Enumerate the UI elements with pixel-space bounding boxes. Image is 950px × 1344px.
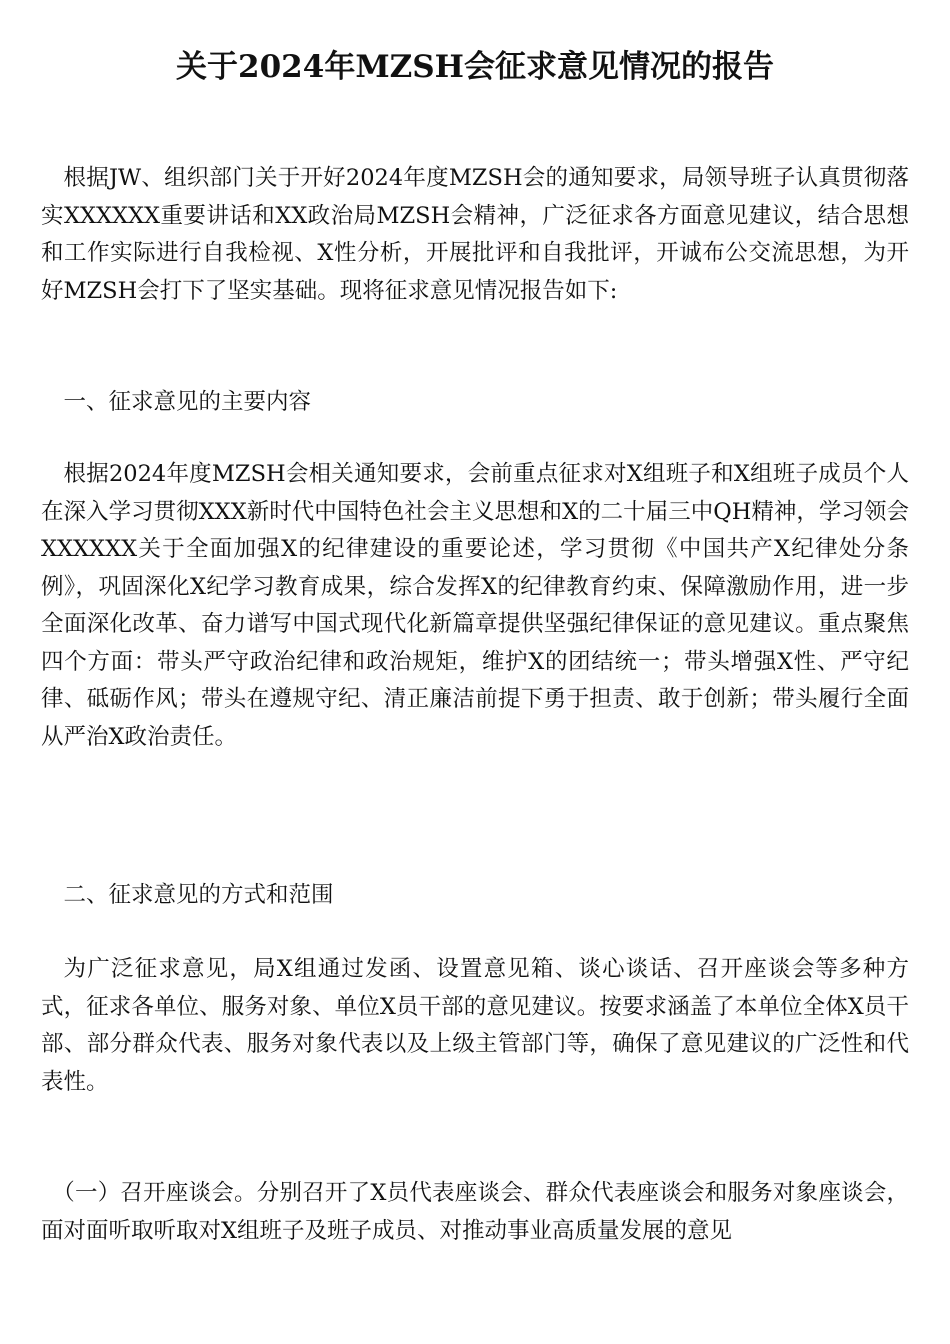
- section-2-heading: 二、征求意见的方式和范围: [63, 882, 334, 908]
- intro-paragraph: 根据JW、组织部门关于开好2024年度MZSH会的通知要求，局领导班子认真贯彻落实XXXXXX重要讲话和XX政治局MZSH会精神，广泛征求各方面意见建议，结合思想和工作实际进行自我检视、X性分析，开展批评和自我批评，开诚布公交流思想，为开好MZSH会打下了坚实基础。现将征求意见情况报告如下:: [41, 165, 909, 304]
- section-1-heading: 一、征求意见的主要内容: [63, 389, 312, 415]
- document-title: 关于2024年MZSH会征求意见情况的报告: [176, 49, 774, 85]
- section-1-paragraph: 根据2024年度MZSH会相关通知要求，会前重点征求对X组班子和X组班子成员个人在深入学习贯彻XXX新时代中国特色社会主义思想和X的二十届三中QH精神，学习领会XXXXXX关于全面加强X的纪律建设的重要论述，学习贯彻《中国共产X纪律处分条例》，巩固深化X纪学习教育成果，综合发挥X的纪律教育约束、保障激励作用，进一步全面深化改革、奋力谱写中国式现代化新篇章提供坚强纪律保证的意见建议。重点聚焦四个方面：带头严守政治纪律和政治规矩，维护X的团结统一；带头增强X性、严守纪律、砥砺作风；带头在遵规守纪、清正廉洁前提下勇于担责、敢于创新；带头履行全面从严治X政治责任。: [41, 461, 909, 750]
- subsection-1-paragraph: （一）召开座谈会。分别召开了X员代表座谈会、群众代表座谈会和服务对象座谈会，面对面听取听取对X组班子及班子成员、对推动事业高质量发展的意见: [41, 1180, 909, 1244]
- section-2-paragraph: 为广泛征求意见，局X组通过发函、设置意见箱、谈心谈话、召开座谈会等多种方式，征求各单位、服务对象、单位X员干部的意见建议。按要求涵盖了本单位全体X员干部、部分群众代表、服务对象代表以及上级主管部门等，确保了意见建议的广泛性和代表性。: [41, 956, 909, 1095]
